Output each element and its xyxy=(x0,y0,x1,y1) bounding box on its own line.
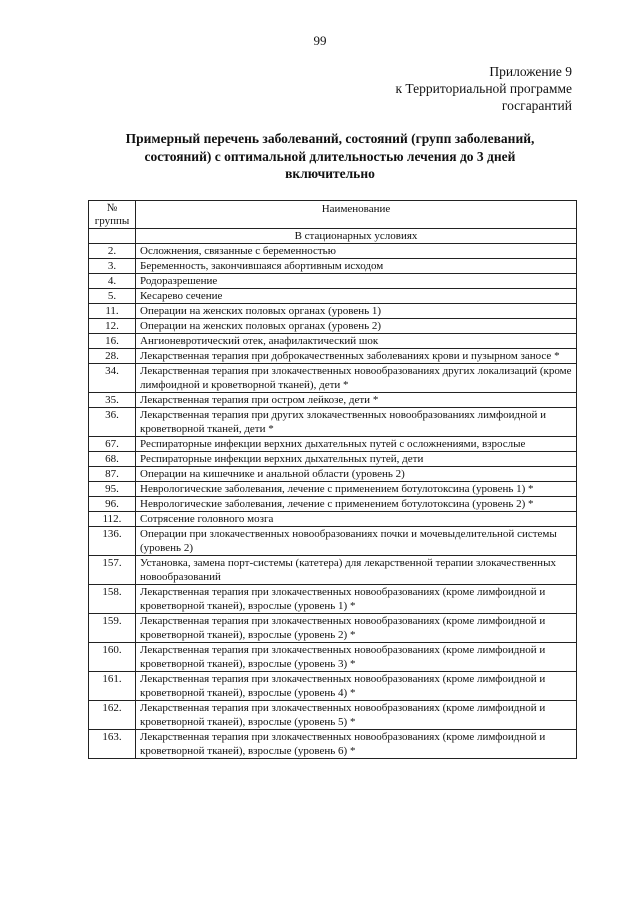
group-number-cell: 34. xyxy=(89,364,136,393)
table-row xyxy=(89,274,577,289)
header-num-symbol: № xyxy=(106,202,118,214)
table-row xyxy=(89,643,577,672)
appendix-line-2: к Территориальной программе xyxy=(395,81,572,96)
table-row xyxy=(89,556,577,585)
table-row xyxy=(89,304,577,319)
table-row xyxy=(89,244,577,259)
title-line-2: состояний) с оптимальной длительностью лечения до 3 дней xyxy=(144,148,516,164)
section-label: В стационарных условиях xyxy=(136,229,577,244)
group-number-cell: 12. xyxy=(89,319,136,334)
group-number-cell: 136. xyxy=(89,527,136,556)
table-row xyxy=(89,334,577,349)
table-row xyxy=(89,497,577,512)
group-name-cell: Операции на женских половых органах (уровень 1) xyxy=(136,304,577,319)
group-number-cell: 36. xyxy=(89,408,136,437)
table-row xyxy=(89,701,577,730)
section-row xyxy=(89,229,577,244)
group-number-cell: 95. xyxy=(89,482,136,497)
group-name-cell: Лекарственная терапия при других злокачественных новообразованиях лимфоидной и кроветворной тканей, дети * xyxy=(136,408,577,437)
table-row xyxy=(89,482,577,497)
group-number-cell: 11. xyxy=(89,304,136,319)
table-row xyxy=(89,259,577,274)
group-number-cell: 4. xyxy=(89,274,136,289)
disease-groups-table xyxy=(88,200,577,759)
group-name-cell: Ангионевротический отек, анафилактический шок xyxy=(136,334,577,349)
group-number-cell: 158. xyxy=(89,585,136,614)
group-name-cell: Лекарственная терапия при злокачественных новообразованиях (кроме лимфоидной и кроветворной тканей), взрослые (уровень 1) * xyxy=(136,585,577,614)
group-name-cell: Осложнения, связанные с беременностью xyxy=(136,244,577,259)
appendix-heading xyxy=(396,63,573,114)
header-name: Наименование xyxy=(136,201,577,229)
group-name-cell: Операции при злокачественных новообразованиях почки и мочевыделительной системы (уровень 2) xyxy=(136,527,577,556)
group-name-cell: Лекарственная терапия при остром лейкозе, дети * xyxy=(136,393,577,408)
group-number-cell: 3. xyxy=(89,259,136,274)
group-number-cell: 161. xyxy=(89,672,136,701)
table-row xyxy=(89,289,577,304)
group-name-cell: Неврологические заболевания, лечение с применением ботулотоксина (уровень 2) * xyxy=(136,497,577,512)
table-row xyxy=(89,437,577,452)
group-name-cell: Операции на кишечнике и анальной области (уровень 2) xyxy=(136,467,577,482)
group-name-cell: Лекарственная терапия при злокачественных новообразованиях (кроме лимфоидной и кроветворной тканей), взрослые (уровень 4) * xyxy=(136,672,577,701)
section-empty-cell xyxy=(89,229,136,244)
page-number: 99 xyxy=(313,33,327,48)
group-number-cell: 157. xyxy=(89,556,136,585)
group-name-cell: Беременность, закончившаяся абортивным исходом xyxy=(136,259,577,274)
group-number-cell: 96. xyxy=(89,497,136,512)
appendix-line-1: Приложение 9 xyxy=(489,64,572,79)
group-name-cell: Респираторные инфекции верхних дыхательных путей, дети xyxy=(136,452,577,467)
group-name-cell: Лекарственная терапия при доброкачественных заболеваниях крови и пузырном заносе * xyxy=(136,349,577,364)
document-title xyxy=(80,130,580,183)
group-number-cell: 162. xyxy=(89,701,136,730)
table-row xyxy=(89,672,577,701)
group-name-cell: Лекарственная терапия при злокачественных новообразованиях других локализаций (кроме лимфоидной и кроветворной тканей), дети * xyxy=(136,364,577,393)
table-row xyxy=(89,349,577,364)
group-number-cell: 160. xyxy=(89,643,136,672)
table-row xyxy=(89,527,577,556)
group-name-cell: Кесарево сечение xyxy=(136,289,577,304)
group-name-cell: Неврологические заболевания, лечение с применением ботулотоксина (уровень 1) * xyxy=(136,482,577,497)
group-name-cell: Родоразрешение xyxy=(136,274,577,289)
table-row xyxy=(89,393,577,408)
group-number-cell: 68. xyxy=(89,452,136,467)
group-name-cell: Сотрясение головного мозга xyxy=(136,512,577,527)
group-name-cell: Лекарственная терапия при злокачественных новообразованиях (кроме лимфоидной и кроветворной тканей), взрослые (уровень 3) * xyxy=(136,643,577,672)
title-line-1: Примерный перечень заболеваний, состояний (групп заболеваний, xyxy=(125,131,535,146)
table-row xyxy=(89,512,577,527)
group-name-cell: Респираторные инфекции верхних дыхательных путей с осложнениями, взрослые xyxy=(136,437,577,452)
table-row xyxy=(89,364,577,393)
header-num-label: группы xyxy=(94,215,130,227)
group-name-cell: Установка, замена порт-системы (катетера) для лекарственной терапии злокачественных новообразований xyxy=(136,556,577,585)
title-line-3: включительно xyxy=(285,166,375,181)
group-number-cell: 5. xyxy=(89,289,136,304)
table-row xyxy=(89,467,577,482)
table-row xyxy=(89,452,577,467)
group-number-cell: 35. xyxy=(89,393,136,408)
group-number-cell: 87. xyxy=(89,467,136,482)
appendix-line-3: госгарантий xyxy=(501,98,572,113)
header-group-number xyxy=(89,201,136,229)
group-name-cell: Операции на женских половых органах (уровень 2) xyxy=(136,319,577,334)
group-number-cell: 2. xyxy=(89,244,136,259)
group-number-cell: 163. xyxy=(89,730,136,759)
table-row xyxy=(89,614,577,643)
table-row xyxy=(89,319,577,334)
group-name-cell: Лекарственная терапия при злокачественных новообразованиях (кроме лимфоидной и кроветворной тканей), взрослые (уровень 5) * xyxy=(136,701,577,730)
group-number-cell: 159. xyxy=(89,614,136,643)
table-row xyxy=(89,585,577,614)
group-name-cell: Лекарственная терапия при злокачественных новообразованиях (кроме лимфоидной и кроветворной тканей), взрослые (уровень 2) * xyxy=(136,614,577,643)
table-header-row xyxy=(89,201,577,229)
group-number-cell: 67. xyxy=(89,437,136,452)
group-number-cell: 112. xyxy=(89,512,136,527)
table-row xyxy=(89,408,577,437)
group-number-cell: 28. xyxy=(89,349,136,364)
table-row xyxy=(89,730,577,759)
group-name-cell: Лекарственная терапия при злокачественных новообразованиях (кроме лимфоидной и кроветворной тканей), взрослые (уровень 6) * xyxy=(136,730,577,759)
group-number-cell: 16. xyxy=(89,334,136,349)
